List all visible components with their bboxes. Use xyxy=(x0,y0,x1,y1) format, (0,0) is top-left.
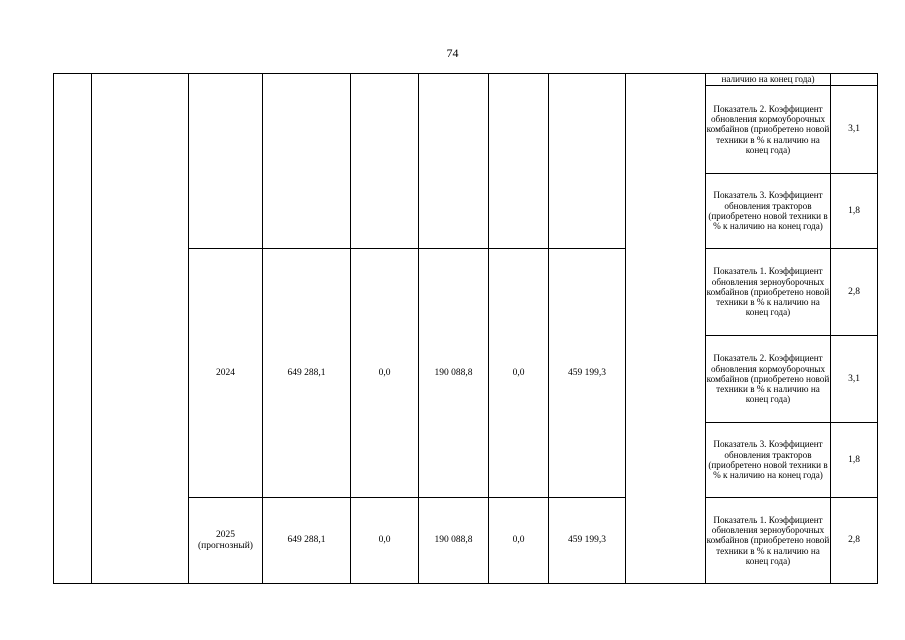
indicator-grain-combine: Показатель 1. Коэффициент обновления зерноуборочных комбайнов (приобретено новой техники в % к наличию на конец года) xyxy=(706,249,831,336)
c1-2024: 0,0 xyxy=(351,249,419,498)
year-2025-label: 2025 xyxy=(216,530,235,541)
cell-c2-prev xyxy=(419,74,489,249)
indicator-grain-combine: Показатель 1. Коэффициент обновления зерноуборочных комбайнов (приобретено новой техники в % к наличию на конец года) xyxy=(706,498,831,584)
c1-2025: 0,0 xyxy=(351,498,419,584)
indicator-value: 3,1 xyxy=(831,336,878,423)
cell-empty xyxy=(92,74,189,584)
cell-c4-prev xyxy=(549,74,626,249)
cell-empty xyxy=(54,74,92,584)
indicator-tail: наличию на конец года) xyxy=(706,74,831,86)
indicator-value: 2,8 xyxy=(831,498,878,584)
c4-2024: 459 199,3 xyxy=(549,249,626,498)
cell-c3-prev xyxy=(489,74,549,249)
c3-2025: 0,0 xyxy=(489,498,549,584)
year-2025 xyxy=(189,498,263,584)
program-table xyxy=(53,73,878,584)
c4-2025: 459 199,3 xyxy=(549,498,626,584)
c2-2025: 190 088,8 xyxy=(419,498,489,584)
total-2025: 649 288,1 xyxy=(263,498,351,584)
year-2024: 2024 xyxy=(189,249,263,498)
cell-c1-prev xyxy=(351,74,419,249)
page-number: 74 xyxy=(446,46,459,60)
indicator-forage-combine: Показатель 2. Коэффициент обновления кормоуборочных комбайнов (приобретено новой техники в % к наличию на конец года) xyxy=(706,336,831,423)
indicator-tractors: Показатель 3. Коэффициент обновления тракторов (приобретено новой техники в % к наличию на конец года) xyxy=(706,174,831,249)
cell-total-prev xyxy=(263,74,351,249)
indicator-value: 1,8 xyxy=(831,423,878,498)
indicator-value: 1,8 xyxy=(831,174,878,249)
value-empty xyxy=(831,74,878,86)
total-2024: 649 288,1 xyxy=(263,249,351,498)
indicator-tractors: Показатель 3. Коэффициент обновления тракторов (приобретено новой техники в % к наличию на конец года) xyxy=(706,423,831,498)
cell-empty xyxy=(626,74,706,584)
indicator-value: 2,8 xyxy=(831,249,878,336)
indicator-value: 3,1 xyxy=(831,86,878,174)
c3-2024: 0,0 xyxy=(489,249,549,498)
c2-2024: 190 088,8 xyxy=(419,249,489,498)
indicator-forage-combine: Показатель 2. Коэффициент обновления кормоуборочных комбайнов (приобретено новой техники в % к наличию на конец года) xyxy=(706,86,831,174)
table-row xyxy=(54,74,878,86)
cell-year-prev xyxy=(189,74,263,249)
year-2025-note: (прогнозный) xyxy=(198,540,253,551)
